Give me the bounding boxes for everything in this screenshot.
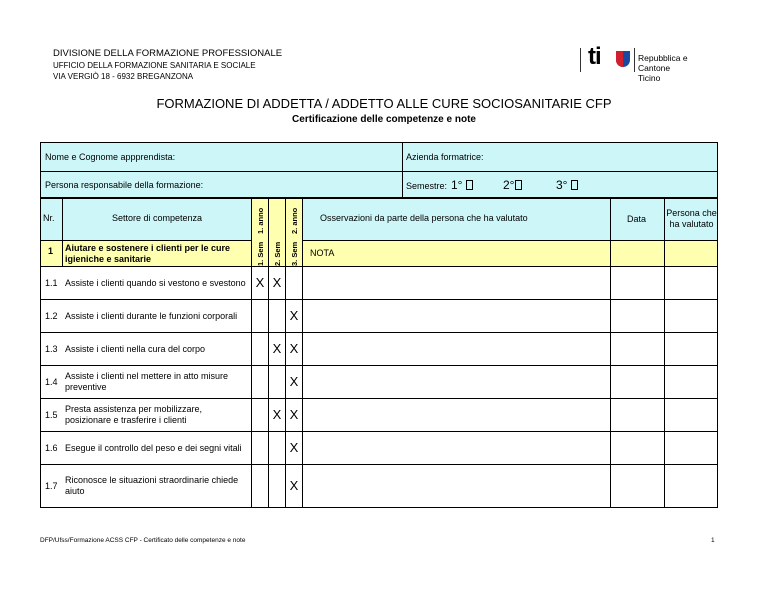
semester-mark-3[interactable]: X <box>289 308 299 323</box>
institution-header <box>53 48 282 82</box>
page-number: 1 <box>711 537 715 544</box>
logo-text-line2: Ticino <box>638 73 661 83</box>
column-evaluator: Persona che ha valutato <box>666 208 717 229</box>
section-number: 1 <box>48 246 54 256</box>
office-address: VIA VERGIÒ 18 - 6932 BREGANZONA <box>53 72 194 81</box>
canton-logo <box>580 43 720 83</box>
semester-1[interactable] <box>451 178 473 192</box>
semester-mark-1[interactable]: X <box>255 275 265 290</box>
row-number: 1.3 <box>45 344 58 354</box>
semester-1-checkbox[interactable] <box>466 180 473 190</box>
semester-mark-2[interactable]: X <box>272 341 282 356</box>
section-title: Aiutare e sostenere i clienti per le cure igieniche e sanitarie <box>65 242 231 264</box>
competence-text: Assiste i clienti nel mettere in atto misure preventive <box>65 371 229 392</box>
row-number: 1.7 <box>45 481 58 491</box>
competence-text: Assiste i clienti quando si vestono e svestono <box>65 277 246 288</box>
semester-mark-3[interactable]: X <box>289 440 299 455</box>
company-field[interactable]: Azienda formatrice: <box>406 152 484 162</box>
office-name: UFFICIO DELLA FORMAZIONE SANITARIA E SOCIALE <box>53 61 256 70</box>
canton-shield-icon <box>616 51 630 67</box>
competence-text: Assiste i clienti nella cura del corpo <box>65 343 206 354</box>
logo-text <box>638 53 720 83</box>
semester-label: Semestre: <box>406 181 448 191</box>
document-subtitle: Certificazione delle competenze e note <box>292 114 476 125</box>
semester-mark-3[interactable]: X <box>289 478 299 493</box>
semester-3[interactable] <box>556 178 578 192</box>
logo-divider-left <box>580 48 581 72</box>
semester-mark-2[interactable]: X <box>272 275 282 290</box>
footer-text: DFP/Ufss/Formazione ACSS CFP - Certificato delle competenze e note <box>40 537 246 544</box>
logo-text-line1: Repubblica e Cantone <box>638 53 688 73</box>
semester-3-label: 3° <box>556 178 568 192</box>
logo-divider-right <box>634 48 635 72</box>
semester-mark-3[interactable]: X <box>289 341 299 356</box>
division-name: DIVISIONE DELLA FORMAZIONE PROFESSIONALE <box>53 48 283 59</box>
competence-table <box>40 198 718 508</box>
document-title: FORMAZIONE DI ADDETTA / ADDETTO ALLE CURE SOCIOSANITARIE CFP <box>156 96 612 111</box>
column-sem-1: 1. Sem <box>256 241 265 266</box>
competence-text: Presta assistenza per mobilizzare, posizionare e trasferire i clienti <box>65 404 203 425</box>
row-number: 1.5 <box>45 410 58 420</box>
column-anno-2: 2. anno <box>290 207 299 234</box>
competence-text: Riconosce le situazioni straordinarie chiede aiuto <box>65 475 239 496</box>
semester-mark-3[interactable]: X <box>289 407 299 422</box>
apprentice-name-field[interactable]: Nome e Cognome appprendista: <box>45 152 176 162</box>
row-number: 1.6 <box>45 443 58 453</box>
row-number: 1.1 <box>45 278 58 288</box>
semester-3-checkbox[interactable] <box>571 180 578 190</box>
row-number: 1.2 <box>45 311 58 321</box>
semester-2-checkbox[interactable] <box>515 180 522 190</box>
column-sem-3: 3. Sem <box>290 241 299 266</box>
info-box <box>40 142 718 198</box>
competence-text: Esegue il controllo del peso e dei segni vitali <box>65 442 242 453</box>
column-anno-1: 1. anno <box>256 207 265 234</box>
semester-1-label: 1° <box>451 178 463 192</box>
column-observations: Osservazioni da parte della persona che ha valutato <box>320 213 528 223</box>
semester-mark-2[interactable]: X <box>272 407 282 422</box>
supervisor-field[interactable]: Persona responsabile della formazione: <box>45 180 204 190</box>
row-number: 1.4 <box>45 377 58 387</box>
logo-mark: ti <box>588 43 601 70</box>
nota-label: NOTA <box>310 248 335 258</box>
semester-2-label: 2° <box>503 178 515 192</box>
semester-mark-3[interactable]: X <box>289 374 299 389</box>
competence-text: Assiste i clienti durante le funzioni corporali <box>65 310 238 321</box>
column-sem-2: 2. Sem <box>273 241 282 266</box>
column-nr: Nr. <box>43 213 55 223</box>
column-date: Data <box>627 214 647 224</box>
column-settore: Settore di competenza <box>112 213 203 223</box>
semester-2[interactable] <box>503 178 522 192</box>
